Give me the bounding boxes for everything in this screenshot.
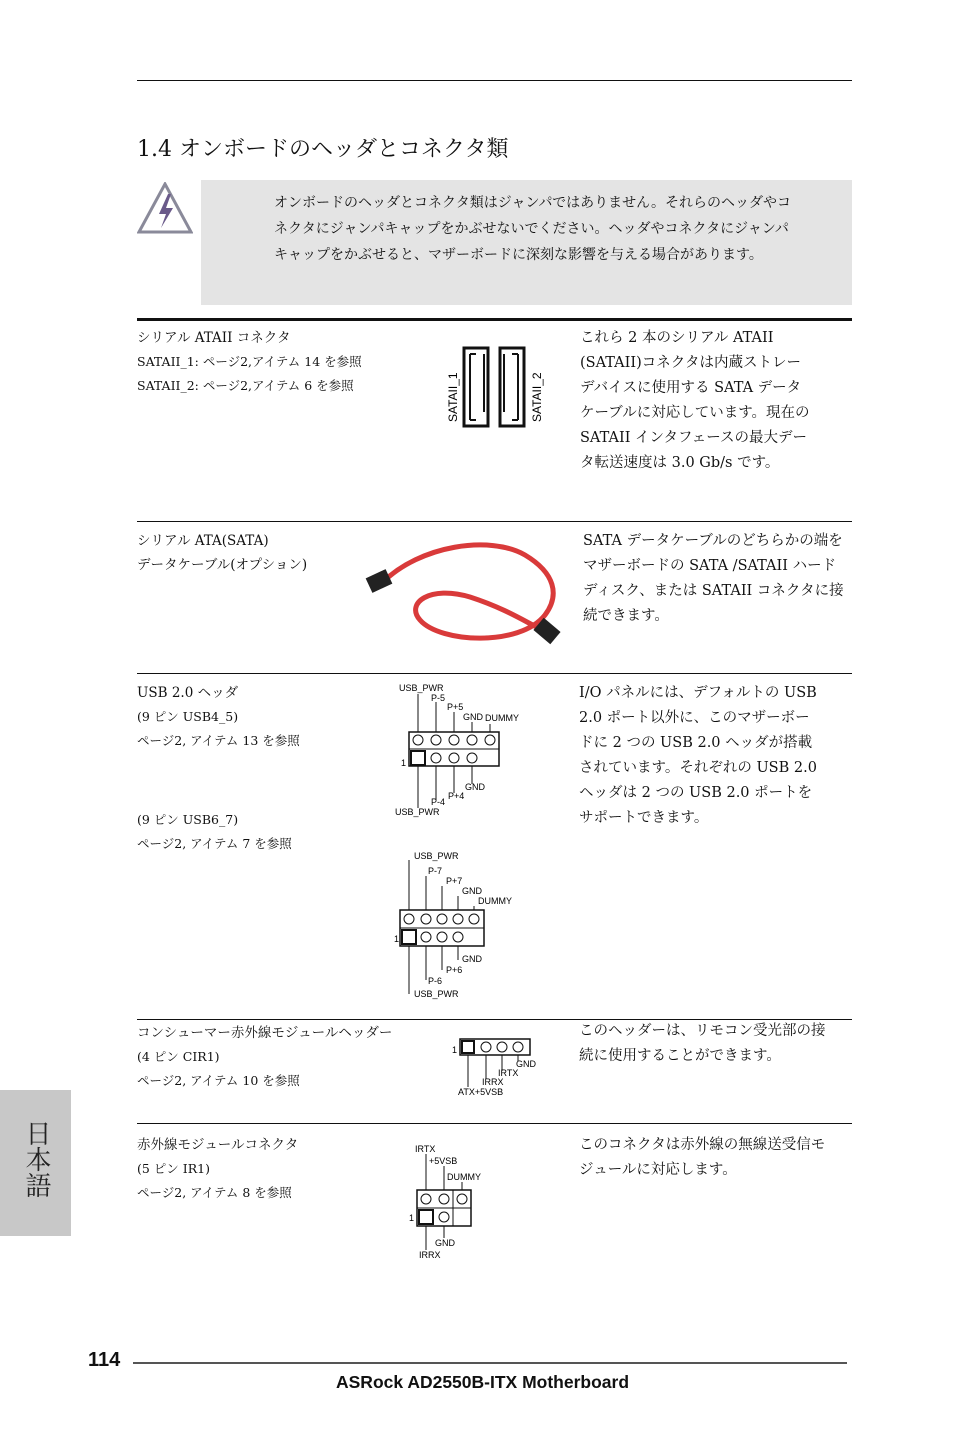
sata-connector-diagram bbox=[440, 340, 550, 440]
pin-label: ATX+5VSB bbox=[458, 1087, 504, 1097]
footer-rule bbox=[133, 1362, 847, 1364]
pin-label: IRTX bbox=[415, 1144, 436, 1154]
ir-connector-diagram bbox=[405, 1140, 505, 1265]
pin-label: IRRX bbox=[482, 1077, 504, 1087]
pin-label: 1 bbox=[401, 758, 407, 768]
item-line: SATAII_1: ページ2,アイテム 14 を参照 bbox=[137, 354, 362, 369]
cir-header-label bbox=[137, 1021, 437, 1093]
pin-label: IRRX bbox=[419, 1250, 441, 1260]
pin-label: DUMMY bbox=[478, 896, 512, 906]
top-rule bbox=[137, 80, 852, 81]
usb-header-label-2 bbox=[137, 808, 377, 856]
item-line: ページ2, アイテム 7 を参照 bbox=[137, 836, 292, 851]
ir-connector-desc: このコネクタは赤外線の無線送受信モジュールに対応します。 bbox=[579, 1137, 826, 1178]
pin-label: GND bbox=[435, 1238, 455, 1248]
item-title: 赤外線モジュールコネクタ bbox=[137, 1137, 299, 1153]
pin-label: GND bbox=[462, 886, 482, 896]
pin-label: 1 bbox=[452, 1045, 458, 1055]
pin-label: GND bbox=[465, 782, 485, 792]
pin-label: DUMMY bbox=[485, 713, 519, 723]
pin-label: USB_PWR bbox=[414, 989, 459, 999]
pin-label: GND bbox=[516, 1059, 536, 1069]
pin-label: IRTX bbox=[498, 1068, 519, 1078]
pin-label: USB_PWR bbox=[399, 683, 444, 693]
pin-label: P-5 bbox=[431, 693, 446, 703]
item-line: SATAII_2: ページ2,アイテム 6 を参照 bbox=[137, 378, 354, 393]
item-line: ページ2, アイテム 10 を参照 bbox=[137, 1073, 300, 1088]
usb-header-diagram-2 bbox=[390, 848, 530, 1000]
usb-header-label bbox=[137, 681, 377, 753]
item-title: シリアル ATAII コネクタ bbox=[137, 330, 291, 346]
pin-label: GND bbox=[463, 712, 483, 722]
sata2-label: SATAII_2 bbox=[530, 372, 544, 422]
page-number: 114 bbox=[88, 1349, 121, 1371]
section-divider bbox=[137, 318, 852, 321]
pin-label: 1 bbox=[409, 1213, 415, 1223]
sata-connector-desc: これら 2 本のシリアル ATAII (SATAII)コネクタは内蔵ストレーデバイスに使用する SATA データケーブルに対応しています。現在の SATAII インタフェースの最大データ転送速度は 3.0 Gb/s です。 bbox=[580, 330, 810, 471]
cir-header-diagram bbox=[448, 1035, 558, 1100]
pin-label: P+6 bbox=[446, 965, 463, 975]
pin-label: +5VSB bbox=[429, 1156, 458, 1166]
item-title: シリアル ATA(SATA) bbox=[137, 533, 269, 549]
language-side-tab bbox=[0, 1090, 71, 1236]
footer-text: ASRock AD2550B-ITX Motherboard bbox=[336, 1372, 630, 1392]
item-divider bbox=[137, 673, 852, 674]
pin-label: P-6 bbox=[428, 976, 443, 986]
warning-icon bbox=[137, 182, 193, 236]
item-line: (5 ピン IR1) bbox=[137, 1161, 210, 1176]
item-line: (9 ピン USB4_5) bbox=[137, 709, 239, 724]
pin-label: P+5 bbox=[447, 702, 464, 712]
ir-connector-label bbox=[137, 1133, 397, 1205]
pin-label: P-7 bbox=[428, 866, 443, 876]
pin-label: GND bbox=[462, 954, 482, 964]
sata-cable-image bbox=[360, 535, 575, 655]
pin-label: P-4 bbox=[431, 797, 446, 807]
item-title: コンシューマー赤外線モジュールヘッダー bbox=[137, 1025, 393, 1041]
item-line: (4 ピン CIR1) bbox=[137, 1049, 220, 1064]
usb-header-diagram-1 bbox=[385, 680, 545, 820]
sata-cable-desc: SATA データケーブルのどちらかの端をマザーボードの SATA /SATAII ハードディスク、または SATAII コネクタに接続できます。 bbox=[583, 533, 844, 624]
pin-label: DUMMY bbox=[447, 1172, 481, 1182]
item-line: ページ2, アイテム 13 を参照 bbox=[137, 733, 300, 748]
cir-header-desc: このヘッダーは、リモコン受光部の接続に使用することができます。 bbox=[579, 1023, 826, 1064]
item-line: データケーブル(オプション) bbox=[137, 557, 308, 573]
pin-label: P+4 bbox=[448, 791, 465, 801]
sata-cable-label bbox=[137, 529, 357, 577]
warning-text: オンボードのヘッダとコネクタ類はジャンパではありません。それらのヘッダやコネクタにジャンパキャップをかぶせないでください。ヘッダやコネクタにジャンパキャップをかぶせると、マザーボードに深刻な影響を与える場合があります。 bbox=[274, 195, 792, 263]
pin-label: USB_PWR bbox=[395, 807, 440, 817]
pin-label: P+7 bbox=[446, 876, 463, 886]
item-divider bbox=[137, 521, 852, 522]
item-line: (9 ピン USB6_7) bbox=[137, 812, 239, 827]
item-title: USB 2.0 ヘッダ bbox=[137, 685, 239, 701]
section-title: 1.4 オンボードのヘッダとコネクタ類 bbox=[137, 137, 509, 162]
side-tab-label: 日本語 bbox=[21, 1120, 51, 1198]
sata1-label: SATAII_1 bbox=[446, 372, 460, 422]
pin-label: 1 bbox=[394, 934, 400, 944]
warning-box bbox=[201, 180, 852, 305]
pin-label: USB_PWR bbox=[414, 851, 459, 861]
item-divider bbox=[137, 1123, 852, 1124]
item-line: ページ2, アイテム 8 を参照 bbox=[137, 1185, 292, 1200]
sata-connector-label bbox=[137, 326, 407, 398]
usb-header-desc: I/O パネルには、デフォルトの USB 2.0 ポート以外に、このマザーボードに 2 つの USB 2.0 ヘッダが搭載されています。それぞれの USB 2.0 ヘッダは 2 つの USB 2.0 ポートをサポートできます。 bbox=[579, 685, 817, 826]
